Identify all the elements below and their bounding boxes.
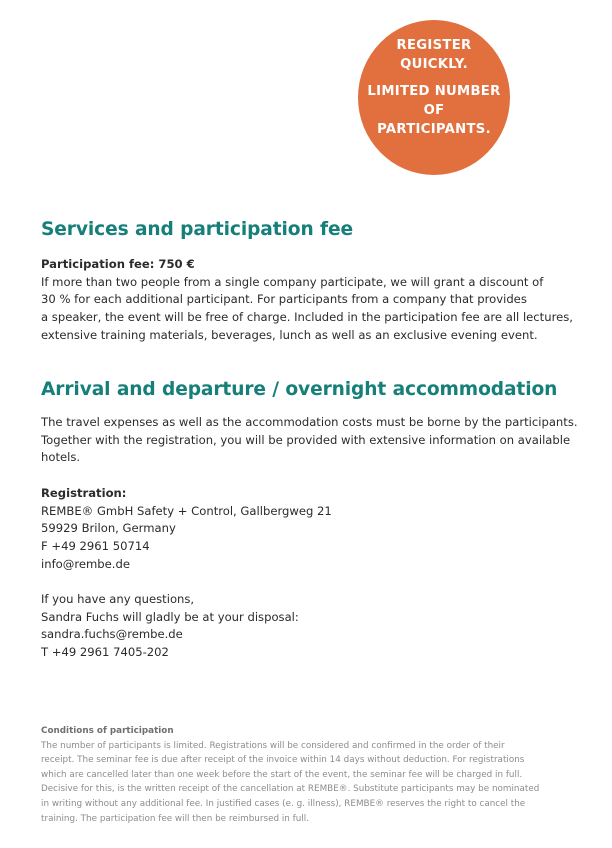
conditions-line: which are cancelled later than one week before the start of the event, the seminar fee will be charged in full.	[41, 769, 523, 780]
conditions-line: in writing without any additional fee. In justified cases (e. g. illness), REMBE® reserves the right to cancel the	[41, 798, 526, 809]
badge-line-limited-number: LIMITED NUMBER	[367, 84, 501, 99]
registration-fax-line: F +49 2961 50714	[41, 539, 150, 554]
services-heading: Services and participation fee	[41, 219, 354, 240]
arrival-heading: Arrival and departure / overnight accommodation	[41, 379, 558, 400]
arrival-paragraph-line: Together with the registration, you will be provided with extensive information on available	[41, 432, 571, 447]
contact-phone-line: T +49 2961 7405-202	[41, 645, 169, 660]
conditions-title: Conditions of participation	[41, 726, 174, 736]
registration-address	[41, 485, 332, 574]
arrival-paragraph-line: The travel expenses as well as the accommodation costs must be borne by the participants.	[41, 415, 578, 429]
contact-person-line: Sandra Fuchs will gladly be at your disposal:	[41, 609, 299, 624]
contact-question-line: If you have any questions,	[41, 592, 195, 606]
conditions-line: Decisive for this, is the written receipt of the cancellation at REMBE®. Substitute participants may be nominated	[41, 784, 540, 795]
arrival-paragraph-line: hotels.	[41, 450, 81, 465]
conditions-of-participation	[41, 724, 581, 826]
conditions-line: The number of participants is limited. Registrations will be considered and confirmed in the order of their	[41, 740, 505, 751]
registration-label: Registration:	[41, 486, 127, 500]
conditions-line: training. The participation fee will then be reimbursed in full.	[41, 813, 310, 824]
conditions-line: receipt. The seminar fee is due after receipt of the invoice within 14 days without deduction. For registrations	[41, 755, 525, 766]
arrival-paragraph	[41, 414, 578, 467]
registration-company-line: REMBE® GmbH Safety + Control, Gallbergweg 21	[41, 503, 332, 518]
badge-line-quickly: QUICKLY.	[400, 57, 468, 72]
contact-email-link[interactable]: sandra.fuchs@rembe.de	[41, 627, 183, 642]
badge-line-of: OF	[423, 103, 445, 118]
contact-info	[41, 591, 299, 662]
badge-line-participants: PARTICIPANTS.	[377, 122, 491, 137]
participation-fee-label: Participation fee: 750 €	[41, 257, 195, 271]
services-paragraph-line: a speaker, the event will be free of charge. Included in the participation fee are all lectures,	[41, 310, 573, 325]
services-paragraph-line: 30 % for each additional participant. For participants from a company that provides	[41, 292, 527, 307]
services-paragraph-line: extensive training materials, beverages, lunch as well as an exclusive evening event.	[41, 327, 538, 342]
services-section-body	[41, 256, 573, 345]
badge-line-register: REGISTER	[396, 38, 472, 53]
services-paragraph-line: If more than two people from a single company participate, we will grant a discount of	[41, 274, 544, 289]
registration-city-line: 59929 Brilon, Germany	[41, 521, 176, 536]
register-quickly-badge	[358, 20, 510, 175]
registration-email-link[interactable]: info@rembe.de	[41, 556, 130, 571]
